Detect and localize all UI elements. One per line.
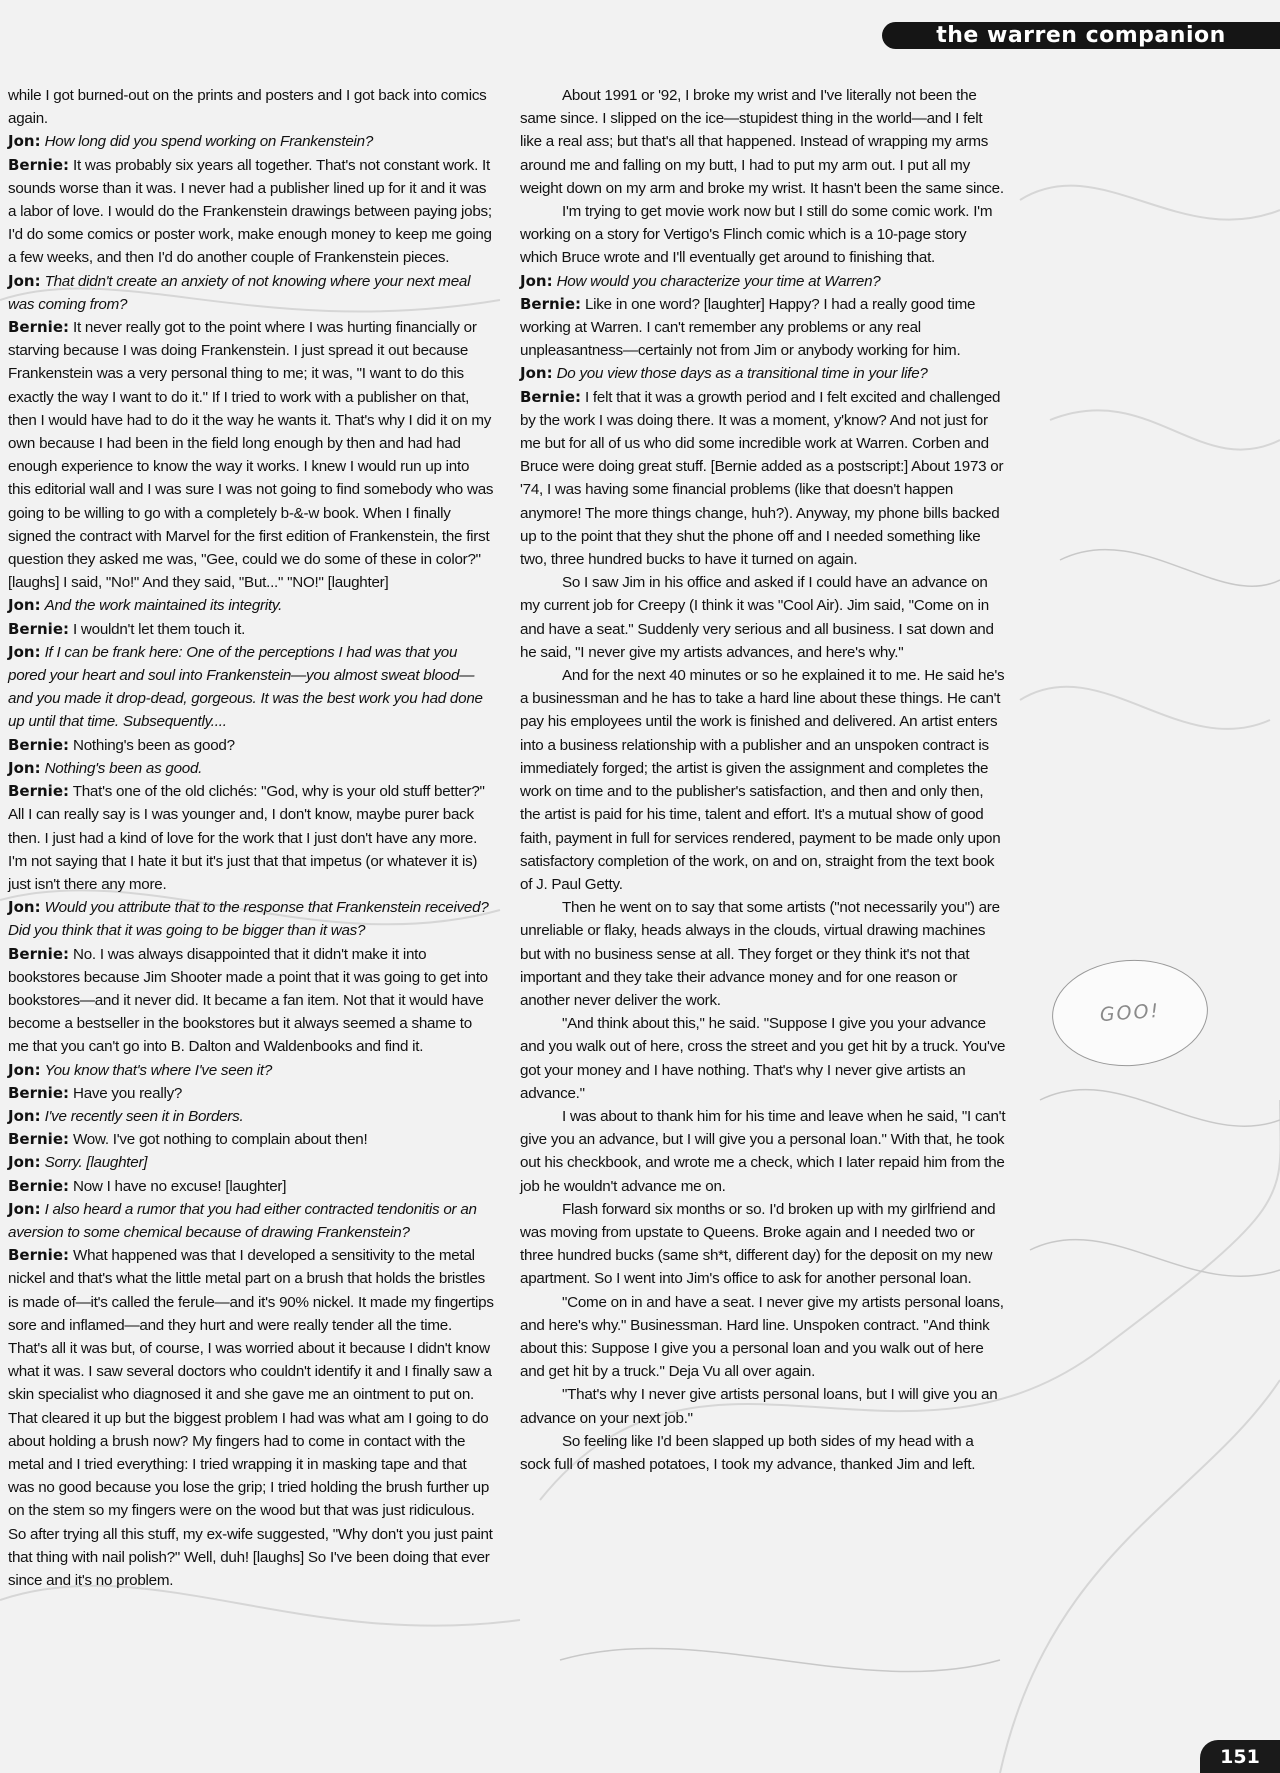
speaker-label: Bernie: (8, 155, 69, 174)
page-number-tab (1200, 1740, 1280, 1773)
interview-answer (520, 293, 1006, 363)
interview-question (8, 1151, 494, 1174)
speaker-label: Bernie: (8, 735, 69, 754)
utterance-text: Would you attribute that to the response that Frankenstein received? Did you think that it was going to be bigger than it was? (8, 899, 489, 940)
speaker-label: Bernie: (8, 1130, 69, 1149)
speaker-label: Bernie: (8, 944, 69, 963)
interview-question (8, 130, 494, 153)
utterance-text: Nothing's been as good? (72, 736, 235, 754)
speaker-label: Bernie: (8, 318, 69, 337)
utterance-text: No. I was always disappointed that it didn't make it into bookstores because Jim Shooter made a point that it was going to get into bookstores—and it never did. It became a fan item. Not that it would have become a bestseller in the bookstores but it always seemed a shame to me that you can't go into B. Dalton and Waldenbooks and find it. (8, 945, 488, 1056)
speaker-label: Bernie: (8, 782, 69, 801)
utterance-text: I wouldn't let them touch it. (72, 620, 246, 638)
page-number: 151 (1220, 1745, 1260, 1768)
speaker-label: Bernie: (8, 619, 69, 638)
speaker-label: Bernie: (8, 1176, 69, 1195)
interview-answer (8, 1244, 494, 1592)
running-header (882, 22, 1280, 49)
utterance-text: Nothing's been as good. (44, 759, 203, 777)
speaker-label: Jon: (8, 596, 41, 615)
utterance-text: You know that's where I've seen it? (44, 1061, 273, 1079)
left-column (8, 84, 494, 1592)
interview-answer (520, 386, 1006, 572)
body-paragraph: I'm trying to get movie work now but I still do some comic work. I'm working on a story for Vertigo's Flinch comic which is a 10-page story which Bruce wrote and I'll eventually get around to finishing that. (520, 203, 993, 267)
interview-question (520, 270, 1006, 293)
interview-answer (8, 316, 494, 594)
utterance-text: That didn't create an anxiety of not knowing where your next meal was coming from? (8, 272, 471, 313)
utterance-text: And the work maintained its integrity. (44, 597, 283, 615)
balloon-text: GOO! (1099, 999, 1161, 1027)
utterance-text: Wow. I've got nothing to complain about then! (72, 1131, 368, 1149)
utterance-text: Like in one word? [laughter] Happy? I had a really good time working at Warren. I can't remember any problems or any real unpleasantness—certainly not from Jim or anybody working for him. (520, 295, 976, 360)
speaker-label: Jon: (8, 1060, 41, 1079)
speaker-label: Bernie: (520, 294, 581, 313)
interview-answer (8, 943, 494, 1059)
interview-answer (8, 1082, 494, 1105)
speaker-label: Jon: (8, 1199, 41, 1218)
interview-question (8, 757, 494, 780)
utterance-text: That's one of the old clichés: "God, why is your old stuff better?" All I can really say is I was younger and, I don't know, maybe purer back then. I just had a kind of love for the work that I just don't have any more. I'm not saying that I hate it but it's just that that impetus (or whatever it is) just isn't there any more. (8, 783, 485, 893)
utterance-text: If I can be frank here: One of the perceptions I had was that you pored your heart and soul into Frankenstein—you almost sweat blood—and you made it drop-dead, gorgeous. It was the best work you had done up until that time. Subsequently.... (8, 643, 483, 731)
interview-question (8, 896, 494, 942)
body-paragraph: I was about to thank him for his time and leave when he said, "I can't give you an advance, but I will give you a personal loan." With that, he took out his checkbook, and wrote me a check, which I later repaid him from the job he wouldn't advance me on. (520, 1107, 1006, 1195)
interview-question (8, 1105, 494, 1128)
body-paragraph: Flash forward six months or so. I'd broken up with my girlfriend and was moving from upstate to Queens. Broke again and I needed two or three hundred bucks (same sh*t, different day) for the deposit on my new apartment. So I went into Jim's office to ask for another personal loan. (520, 1200, 996, 1288)
interview-answer (8, 1175, 494, 1198)
body-paragraph: Then he went on to say that some artists ("not necessarily you") are unreliable or flaky, heads always in the clouds, virtual drawing machines but with no business sense at all. They forget or they think it's not that important and they take their advance money and for one reason or another never deliver the work. (520, 899, 1000, 1009)
utterance-text: It never really got to the point where I was hurting financially or starving because I was doing Frankenstein. I just spread it out because Frankenstein was a very personal thing to me; it was, "I want to do this exactly the way I want to do it." If I tried to work with a publisher on that, then I would have had to do it the way he wants it. That's why I did it on my own because I had been in the field long enough by then and had had enough experience to know the way it works. I knew I would run up into this editorial wall and I was sure I was not going to find somebody who was going to be willing to go with a completely b-&-w book. When I finally signed the contract with Marvel for the first edition of Frankenstein, the first question they asked me was, "Gee, could we do some of these in color?" [laughs] I said, "No!" And they said, "But..." "NO!" [laughter] (8, 319, 494, 592)
interview-answer (8, 734, 494, 757)
interview-question (8, 1198, 494, 1244)
interview-question (8, 594, 494, 617)
interview-answer (8, 780, 494, 896)
right-column (520, 84, 1006, 1476)
interview-question (8, 1059, 494, 1082)
interview-answer (8, 1128, 494, 1151)
body-paragraph: About 1991 or '92, I broke my wrist and I've literally not been the same since. I slipped on the ice—stupidest thing in the world—and I felt like a real ass; but that's all that happened. Instead of wrapping my arms around me and falling on my butt, I had to put my arm out. I put all my weight down on my arm and broke my wrist. It hasn't been the same since. (520, 87, 1004, 197)
body-paragraph: "Come on in and have a seat. I never give my artists personal loans, and here's why." Businessman. Hard line. Unspoken contract. "And think about this: Suppose I give you a personal loan and you walk out of here and get hit by a truck." Deja Vu all over again. (520, 1293, 1004, 1381)
body-paragraph: So feeling like I'd been slapped up both sides of my head with a sock full of mashed potatoes, I took my advance, thanked Jim and left. (520, 1432, 976, 1473)
speaker-label: Jon: (8, 1153, 41, 1172)
interview-question (8, 641, 494, 734)
speaker-label: Bernie: (8, 1083, 69, 1102)
interview-answer (8, 154, 494, 270)
speaker-label: Jon: (8, 132, 41, 151)
utterance-text: How long did you spend working on Frankenstein? (44, 133, 374, 151)
utterance-text: It was probably six years all together. That's not constant work. It sounds worse than it was. I never had a publisher lined up for it and it was a labor of love. I would do the Frankenstein drawings between paying jobs; I'd do some comics or poster work, make enough money to keep me going a few weeks, and then I'd do another couple of Frankenstein pieces. (8, 156, 492, 267)
utterance-text: Sorry. [laughter] (44, 1154, 148, 1172)
utterance-text: I felt that it was a growth period and I felt excited and challenged by the work I was doing there. It was a moment, y'know? And not just for me but for all of us who did some incredible work at Warren. Corben and Bruce were doing great stuff. [Bernie added as a postscript:] About 1973 or '74, I was having some financial problems (like that doesn't happen anymore! The more things change, huh?). Anyway, my phone bills backed up to the point that they shut the phone off and I needed something like two, three hundred bucks to have it turned on again. (520, 388, 1004, 569)
utterance-text: How would you characterize your time at Warren? (556, 272, 881, 290)
speaker-label: Jon: (8, 271, 41, 290)
header-title: the warren companion (936, 22, 1226, 48)
speaker-label: Jon: (8, 898, 41, 917)
body-paragraph: "That's why I never give artists personal loans, but I will give you an advance on your next job." (520, 1386, 998, 1427)
body-paragraph: while I got burned-out on the prints and posters and I got back into comics again. (8, 87, 487, 128)
speaker-label: Jon: (520, 364, 553, 383)
body-paragraph: So I saw Jim in his office and asked if I could have an advance on my current job for Creepy (I think it was "Cool Air). Jim said, "Come on in and have a seat." Suddenly very serious and all business. I sat down and he said, "I never give my artists advances, and here's why." (520, 574, 994, 661)
speaker-label: Jon: (8, 758, 41, 777)
utterance-text: I also heard a rumor that you had either contracted tendonitis or an aversion to some chemical because of drawing Frankenstein? (8, 1200, 477, 1241)
utterance-text: I've recently seen it in Borders. (44, 1107, 244, 1125)
speaker-label: Jon: (8, 1106, 41, 1125)
utterance-text: Now I have no excuse! [laughter] (72, 1177, 287, 1195)
utterance-text: What happened was that I developed a sensitivity to the metal nickel and that's what the little metal part on a brush that holds the bristles is made of—it's called the ferule—and it's 90% nickel. It made my fingertips sore and inflamed—and they hurt and were really tender all the time. That's all it was but, of course, I was worried about it because I didn't know what it was. I saw several doctors who couldn't identify it and I finally saw a skin specialist who diagnosed it and she gave me an ointment to put on. That cleared it up but the biggest problem I had was what am I going to do about holding a brush now? My fingers had to come in contact with the metal and I tried everything: I tried wrapping it in masking tape and that was no good because you lose the grip; I tried holding the brush further up on the stem so my fingers were on the wood but that was just ridiculous. So after trying all this stuff, my ex-wife suggested, "Why don't you just paint that thing with nail polish?" Well, duh! [laughs] So I've been doing that ever since and it's no problem. (8, 1247, 494, 1589)
body-paragraph: And for the next 40 minutes or so he explained it to me. He said he's a businessman and he has to take a hard line about these things. He can't pay his employees until the work is finished and delivered. An artist enters into a business relationship with a publisher and an unspoken contract is immediately forged; the artist is given the assignment and completes the work on time and to the publisher's satisfaction, and then and only then, the artist is paid for his time, talent and effort. It's a mutual show of good faith, payment in full for services rendered, payment to be made only upon satisfactory completion of the work, on and on, straight from the text book of J. Paul Getty. (520, 667, 1005, 893)
speaker-label: Bernie: (520, 387, 581, 406)
utterance-text: Have you really? (72, 1084, 183, 1102)
speaker-label: Bernie: (8, 1246, 69, 1265)
interview-question (520, 362, 1006, 385)
utterance-text: Do you view those days as a transitional time in your life? (556, 365, 928, 383)
speaker-label: Jon: (8, 642, 41, 661)
speaker-label: Jon: (520, 271, 553, 290)
interview-answer (8, 618, 494, 641)
interview-question (8, 270, 494, 316)
body-paragraph: "And think about this," he said. "Suppose I give you your advance and you walk out of here, cross the street and you get hit by a truck. You've got your money and I have nothing. That's why I never give artists an advance." (520, 1015, 1006, 1102)
